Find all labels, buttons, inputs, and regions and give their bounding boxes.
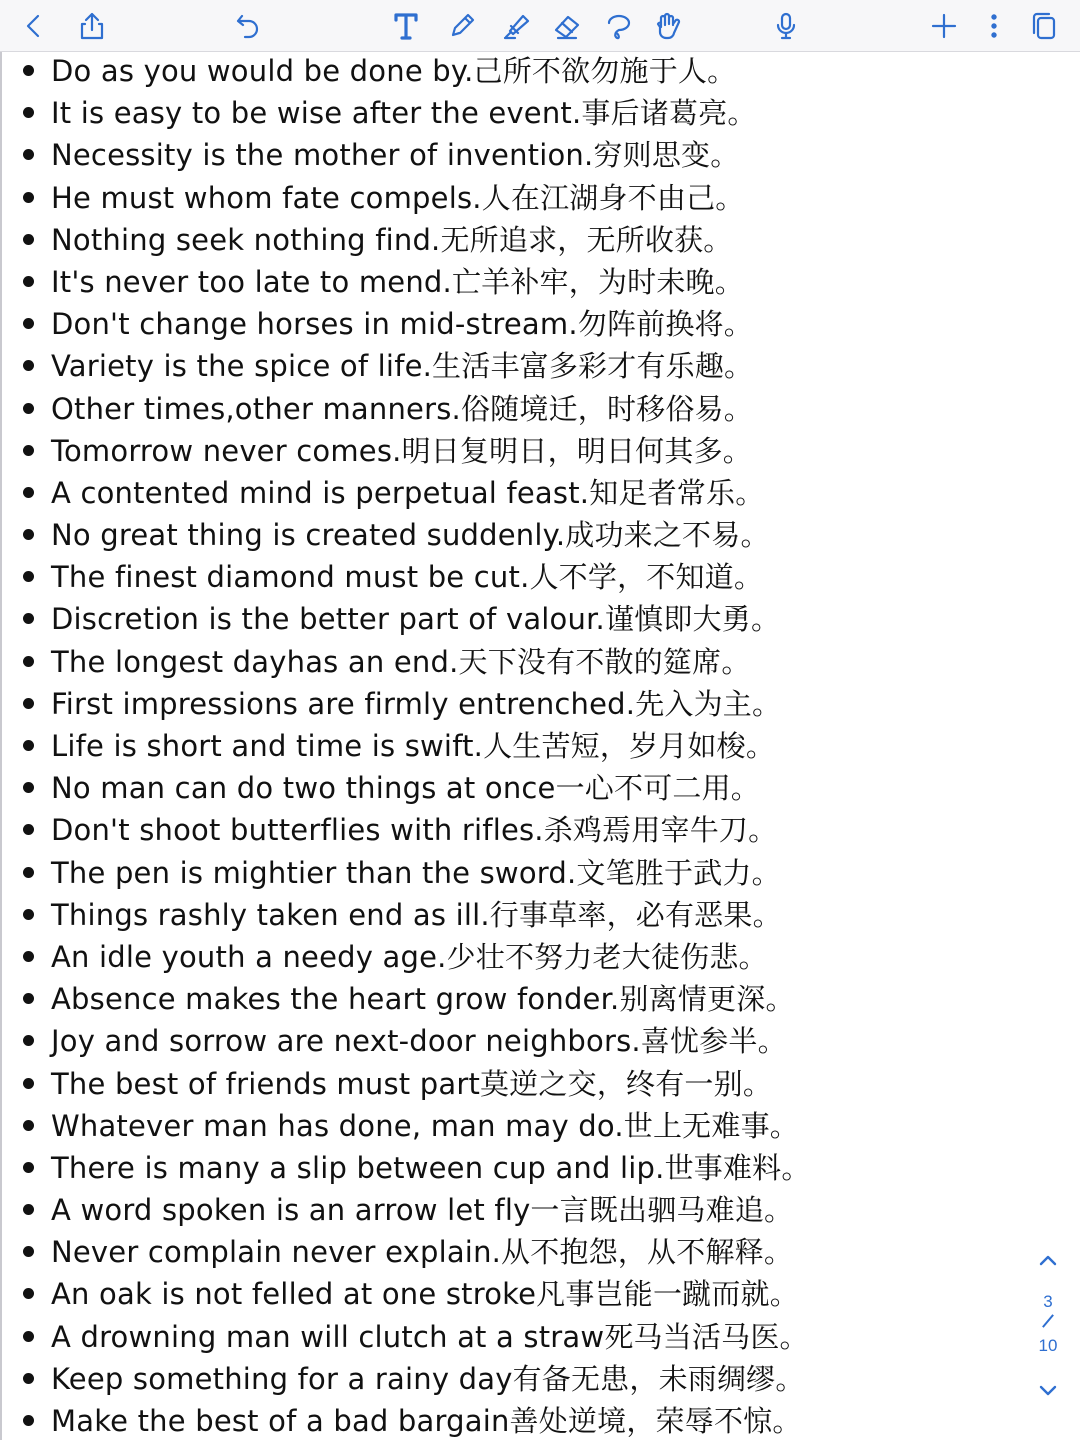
bullet-icon	[23, 192, 34, 203]
bullet-icon	[23, 487, 34, 498]
page-separator	[1042, 1314, 1054, 1328]
proverb-text: No great thing is created suddenly.成功来之不易。	[51, 518, 770, 553]
proverb-item	[0, 767, 1020, 809]
proverb-item	[0, 1273, 1020, 1315]
bullet-icon	[23, 1373, 34, 1384]
bullet-icon	[23, 1415, 34, 1426]
bullet-icon	[23, 571, 34, 582]
proverb-text: An oak is not felled at one stroke凡事岂能一蹴而就。	[51, 1277, 799, 1312]
proverb-item	[0, 1020, 1020, 1062]
bullet-icon	[23, 445, 34, 456]
proverb-item	[0, 472, 1020, 514]
proverb-text: Do as you would be done by.己所不欲勿施于人。	[51, 54, 737, 88]
proverb-item	[0, 514, 1020, 556]
proverb-text: Other times,other manners.俗随境迁，时移俗易。	[51, 391, 753, 426]
bullet-icon	[23, 107, 34, 118]
proverb-list	[0, 50, 1020, 1440]
add-icon[interactable]	[924, 6, 964, 46]
proverb-text: No man can do two things at once一心不可二用。	[51, 771, 760, 806]
bullet-icon	[23, 360, 34, 371]
bullet-icon	[23, 1120, 34, 1131]
bullet-icon	[23, 403, 34, 414]
proverb-item	[0, 978, 1020, 1020]
proverb-text: The best of friends must part莫逆之交，终有一别。	[51, 1066, 773, 1101]
proverb-text: Make the best of a bad bargain善处逆境，荣辱不惊。	[51, 1404, 802, 1438]
bullet-icon	[23, 1246, 34, 1257]
page-down-icon[interactable]	[1032, 1374, 1064, 1406]
bullet-icon	[23, 782, 34, 793]
lasso-icon[interactable]	[598, 6, 638, 46]
bullet-icon	[23, 149, 34, 160]
proverb-item	[0, 50, 1020, 92]
proverb-item	[0, 134, 1020, 176]
page-up-icon[interactable]	[1032, 1244, 1064, 1276]
proverb-text: Whatever man has done, man may do.世上无难事。	[51, 1108, 799, 1143]
proverb-text: Nothing seek nothing find.无所追求，无所收获。	[51, 222, 733, 257]
proverb-item	[0, 219, 1020, 261]
proverb-item	[0, 92, 1020, 134]
proverb-item	[0, 894, 1020, 936]
bullet-icon	[23, 656, 34, 667]
bullet-icon	[23, 276, 34, 287]
bullet-icon	[23, 740, 34, 751]
proverb-item	[0, 852, 1020, 894]
total-page-count: 10	[1038, 1336, 1058, 1355]
proverb-text: The finest diamond must be cut.人不学，不知道。	[51, 560, 764, 595]
proverb-item	[0, 641, 1020, 683]
bullet-icon	[23, 65, 34, 76]
proverb-text: Tomorrow never comes.明日复明日，明日何其多。	[51, 433, 752, 468]
proverb-item	[0, 1400, 1020, 1440]
bullet-icon	[23, 1331, 34, 1342]
page-navigator	[1016, 1230, 1080, 1420]
pages-icon[interactable]	[1024, 6, 1064, 46]
bullet-icon	[23, 613, 34, 624]
pen-icon[interactable]	[442, 6, 482, 46]
bullet-icon	[23, 867, 34, 878]
proverb-item	[0, 1189, 1020, 1231]
hand-icon[interactable]	[647, 6, 687, 46]
proverb-text: There is many a slip between cup and lip.世事难料。	[51, 1150, 811, 1185]
proverb-item	[0, 388, 1020, 430]
proverb-text: Necessity is the mother of invention.穷则思变。	[51, 138, 740, 173]
undo-icon[interactable]	[228, 6, 268, 46]
proverb-item	[0, 809, 1020, 851]
proverb-item	[0, 725, 1020, 767]
proverb-item	[0, 177, 1020, 219]
proverb-text: Absence makes the heart grow fonder.别离情更深。	[51, 982, 795, 1017]
proverb-item	[0, 1231, 1020, 1273]
bullet-icon	[23, 993, 34, 1004]
share-icon[interactable]	[72, 6, 112, 46]
proverb-text: Never complain never explain.从不抱怨，从不解释。	[51, 1235, 794, 1270]
proverb-item	[0, 1063, 1020, 1105]
proverb-text: Discretion is the better part of valour.谨慎即大勇。	[51, 602, 781, 637]
back-icon[interactable]	[14, 6, 54, 46]
proverb-text: The longest dayhas an end.天下没有不散的筵席。	[51, 644, 751, 679]
bullet-icon	[23, 1288, 34, 1299]
proverb-text: Joy and sorrow are next-door neighbors.喜忧参半。	[51, 1024, 787, 1059]
proverb-text: Keep something for a rainy day有备无患，未雨绸缪。	[51, 1361, 805, 1396]
proverb-item	[0, 1105, 1020, 1147]
text-tool-icon[interactable]	[386, 6, 426, 46]
proverb-text: A drowning man will clutch at a straw死马当活马医。	[51, 1319, 809, 1354]
proverb-item	[0, 261, 1020, 303]
bullet-icon	[23, 909, 34, 920]
proverb-text: First impressions are firmly entrenched.先入为主。	[51, 686, 782, 721]
proverb-text: It's never too late to mend.亡羊补牢，为时未晚。	[51, 264, 744, 299]
bullet-icon	[23, 234, 34, 245]
highlighter-icon[interactable]	[496, 6, 536, 46]
eraser-icon[interactable]	[547, 6, 587, 46]
proverb-item	[0, 936, 1020, 978]
current-page-number: 3	[1043, 1292, 1053, 1311]
proverb-text: Don't shoot butterflies with rifles.杀鸡焉用宰牛刀。	[51, 813, 778, 848]
more-icon[interactable]	[974, 6, 1014, 46]
proverb-item	[0, 683, 1020, 725]
proverb-item	[0, 430, 1020, 472]
bullet-icon	[23, 698, 34, 709]
proverb-item	[0, 1147, 1020, 1189]
proverb-text: A contented mind is perpetual feast.知足者常乐。	[51, 475, 765, 510]
proverb-item	[0, 556, 1020, 598]
proverb-text: It is easy to be wise after the event.事后诸葛亮。	[51, 96, 757, 131]
bullet-icon	[23, 529, 34, 540]
proverb-text: Things rashly taken end as ill.行事草率，必有恶果。	[51, 897, 782, 932]
proverb-text: Variety is the spice of life.生活丰富多彩才有乐趣。	[51, 349, 754, 384]
top-toolbar	[0, 0, 1080, 52]
proverb-text: A word spoken is an arrow let fly一言既出驷马难追。	[51, 1193, 794, 1228]
bullet-icon	[23, 1204, 34, 1215]
proverb-text: He must whom fate compels.人在江湖身不由己。	[51, 180, 745, 215]
proverb-text: An idle youth a needy age.少壮不努力老大徒伤悲。	[51, 939, 768, 974]
bullet-icon	[23, 951, 34, 962]
proverb-item	[0, 303, 1020, 345]
bullet-icon	[23, 1078, 34, 1089]
proverb-item	[0, 345, 1020, 387]
bullet-icon	[23, 318, 34, 329]
proverb-text: The pen is mightier than the sword.文笔胜于武力。	[51, 855, 781, 890]
bullet-icon	[23, 1162, 34, 1173]
proverb-text: Life is short and time is swift.人生苦短，岁月如梭。	[51, 729, 776, 763]
proverb-item	[0, 598, 1020, 640]
proverb-item	[0, 1316, 1020, 1358]
microphone-icon[interactable]	[766, 6, 806, 46]
bullet-icon	[23, 824, 34, 835]
proverb-item	[0, 1358, 1020, 1400]
bullet-icon	[23, 1035, 34, 1046]
proverb-text: Don't change horses in mid-stream.勿阵前换将。	[51, 307, 753, 342]
